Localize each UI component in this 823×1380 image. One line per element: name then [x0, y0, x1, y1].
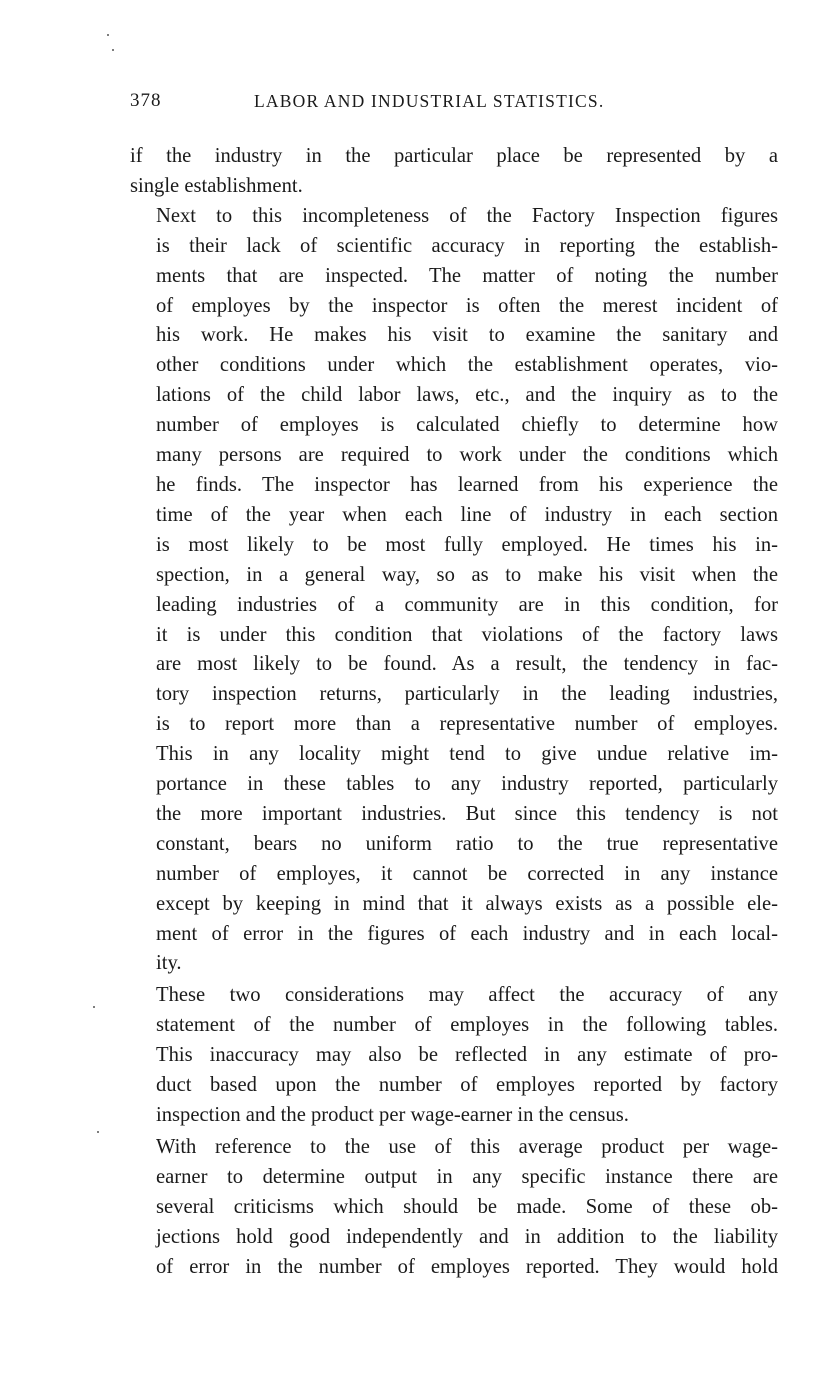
text-line: These two considerations may affect the accuracy of any [156, 984, 778, 1007]
text-line: leading industries of a community are in this condition, for [156, 593, 778, 616]
text-line: ments that are inspected. The matter of noting the number [156, 264, 778, 287]
text-line: number of employes is calculated chiefly to determine how [156, 414, 778, 437]
text-line: duct based upon the number of employes reported by factory [156, 1074, 778, 1097]
text-line: earner to determine output in any specific instance there are [156, 1165, 778, 1188]
text-line: time of the year when each line of industry in each section [156, 503, 778, 526]
page-number: 378 [130, 90, 162, 111]
text-line: of error in the number of employes reported. They would hold [156, 1255, 778, 1278]
text-line: is most likely to be most fully employed. He times his in- [156, 533, 778, 556]
text-line: tory inspection returns, particularly in the leading industries, [156, 683, 778, 706]
text-line: if the industry in the particular place be represented by a [130, 145, 778, 167]
text-line: lations of the child labor laws, etc., and the inquiry as to the [156, 384, 778, 407]
text-line: of employes by the inspector is often the merest incident of [156, 294, 778, 317]
print-speck [112, 49, 114, 51]
paragraph [130, 142, 778, 202]
text-line: Next to this incompleteness of the Factory Inspection figures [156, 204, 778, 227]
text-line: inspection and the product per wage-earner in the census. [156, 1104, 629, 1126]
text-line: single establishment. [130, 174, 303, 197]
text-line: ity. [156, 952, 182, 975]
print-speck [107, 34, 109, 36]
print-speck [97, 1131, 99, 1133]
text-line: it is under this condition that violations of the factory laws [156, 623, 778, 646]
text-line: several criticisms which should be made. Some of these ob- [156, 1195, 778, 1218]
text-line: his work. He makes his visit to examine the sanitary and [156, 324, 778, 347]
text-line: are most likely to be found. As a result, the tendency in fac- [156, 653, 778, 676]
text-line: many persons are required to work under the conditions which [156, 444, 778, 467]
text-line: This inaccuracy may also be reflected in any estimate of pro- [156, 1044, 778, 1067]
text-line: other conditions under which the establishment operates, vio- [156, 354, 778, 377]
running-head [130, 86, 778, 116]
text-line: jections hold good independently and in addition to the liability [156, 1225, 778, 1248]
text-line: the more important industries. But since this tendency is not [156, 802, 778, 825]
running-title: LABOR AND INDUSTRIAL STATISTICS. [254, 91, 605, 111]
text-line: With reference to the use of this average product per wage- [156, 1135, 778, 1158]
text-line: is to report more than a representative number of employes. [156, 713, 778, 736]
paragraph [130, 1133, 778, 1283]
text-line: he finds. The inspector has learned from his experience the [156, 473, 778, 496]
body-text [130, 142, 778, 1282]
text-line: This in any locality might tend to give undue relative im- [156, 743, 778, 766]
text-line: statement of the number of employes in the following tables. [156, 1014, 778, 1037]
text-line: constant, bears no uniform ratio to the true representative [156, 832, 778, 855]
text-line: except by keeping in mind that it always exists as a possible ele- [156, 892, 778, 915]
paragraph [130, 981, 778, 1131]
text-line: spection, in a general way, so as to make his visit when the [156, 563, 778, 586]
text-line: number of employes, it cannot be corrected in any instance [156, 862, 778, 885]
print-speck [93, 1006, 95, 1008]
paragraph [130, 202, 778, 980]
text-line: is their lack of scientific accuracy in reporting the establish- [156, 234, 778, 257]
text-line: portance in these tables to any industry reported, particularly [156, 773, 778, 796]
text-line: ment of error in the figures of each industry and in each local- [156, 922, 778, 945]
